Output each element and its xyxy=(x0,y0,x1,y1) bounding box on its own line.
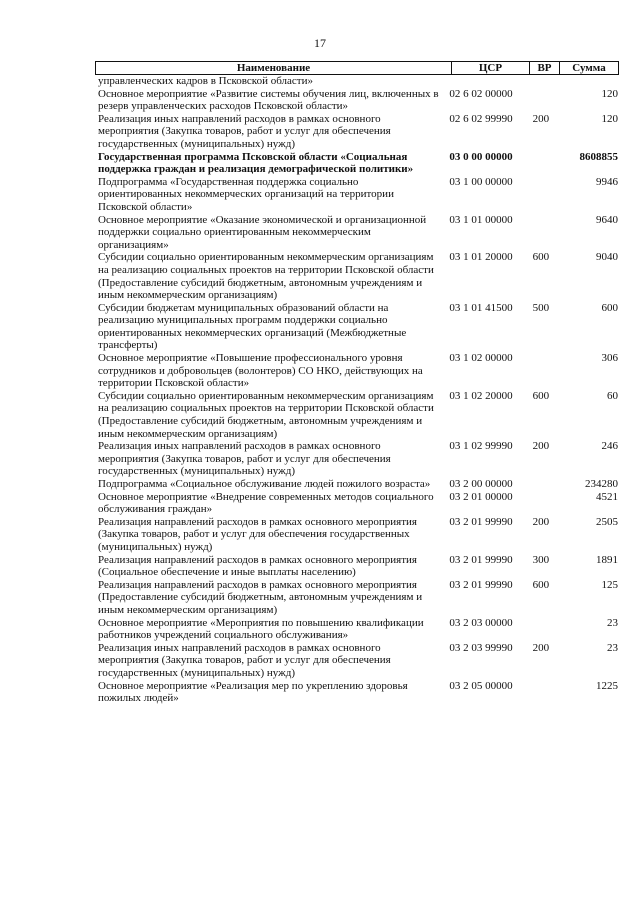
table-row xyxy=(98,151,618,176)
cell-vr xyxy=(533,617,563,642)
cell-csr: 03 1 01 00000 xyxy=(449,213,513,226)
cell-sum: 600 xyxy=(601,301,618,314)
cell-csr: 03 1 01 41500 xyxy=(449,301,513,314)
cell-sum: 23 xyxy=(606,641,618,654)
cell-csr: 03 2 05 00000 xyxy=(449,679,513,692)
table-header xyxy=(95,61,619,75)
table-row xyxy=(98,75,618,88)
header-vr: ВР xyxy=(530,62,560,74)
header-name: Наименование xyxy=(96,62,452,74)
cell-vr xyxy=(533,478,563,491)
table-row xyxy=(98,642,618,680)
cell-name: Реализация направлений расходов в рамках основного мероприятия (Предоставление субсидий бюджетным, автономным учреждениям и иным некоммерческим организациям) xyxy=(98,578,423,616)
table-row xyxy=(98,579,618,617)
cell-vr xyxy=(533,88,563,113)
cell-sum: 8608855 xyxy=(579,150,618,163)
cell-name: Основное мероприятие «Внедрение современных методов социального обслуживания граждан» xyxy=(98,490,434,516)
cell-vr xyxy=(533,352,563,390)
cell-csr: 03 2 01 99990 xyxy=(449,515,513,528)
cell-name: Реализация направлений расходов в рамках основного мероприятия (Социальное обеспечение и иные выплаты населению) xyxy=(98,553,417,579)
cell-name: Основное мероприятие «Оказание экономической и организационной поддержки социально ориентированным некоммерческим организациям» xyxy=(98,213,427,251)
cell-csr xyxy=(445,75,532,88)
cell-vr: 300 xyxy=(532,553,550,566)
cell-csr: 03 2 01 99990 xyxy=(449,553,513,566)
cell-sum: 60 xyxy=(606,389,618,402)
table-row xyxy=(98,113,618,151)
table-row xyxy=(98,478,618,491)
cell-csr: 03 2 03 99990 xyxy=(449,641,513,654)
cell-name: Субсидии бюджетам муниципальных образований области на реализацию муниципальных программ поддержки социально ориентированных некоммерческих организаций (Межбюджетные трансферты) xyxy=(98,301,407,352)
cell-vr: 200 xyxy=(532,641,550,654)
cell-sum: 1891 xyxy=(595,553,618,566)
cell-sum: 9040 xyxy=(595,251,618,264)
cell-sum: 120 xyxy=(601,112,618,125)
cell-sum: 1225 xyxy=(595,679,618,692)
cell-sum: 246 xyxy=(601,440,618,453)
cell-csr: 03 2 03 00000 xyxy=(449,616,513,629)
cell-sum: 9640 xyxy=(595,213,618,226)
cell-vr: 600 xyxy=(532,578,550,591)
cell-name: Субсидии социально ориентированным некоммерческим организациям на реализацию социальных проектов на территории Псковской области (Предоставление субсидий бюджетным, автономным учреждениям и иным некоммерческим организациям) xyxy=(98,389,434,440)
table-row xyxy=(98,617,618,642)
cell-sum: 23 xyxy=(606,616,618,629)
cell-name: Подпрограмма «Государственная поддержка социально ориентированных некоммерческих организаций на территории Псковской области» xyxy=(98,175,394,213)
table-row xyxy=(98,554,618,579)
cell-vr xyxy=(533,151,563,176)
header-csr: ЦСР xyxy=(452,62,530,74)
table-row xyxy=(98,440,618,478)
cell-sum: 120 xyxy=(601,87,618,100)
cell-vr: 200 xyxy=(532,440,550,453)
cell-vr xyxy=(533,176,563,214)
cell-vr: 600 xyxy=(532,251,550,264)
cell-csr: 03 2 01 99990 xyxy=(449,578,513,591)
cell-csr: 03 1 02 99990 xyxy=(449,440,513,453)
cell-vr: 200 xyxy=(532,515,550,528)
cell-name: управленческих кадров в Псковской области» xyxy=(98,75,313,87)
cell-csr: 03 1 02 20000 xyxy=(449,389,513,402)
cell-name: Реализация иных направлений расходов в рамках основного мероприятия (Закупка товаров, работ и услуг для обеспечения государственных (муниципальных) нужд) xyxy=(98,112,391,150)
cell-sum: 2505 xyxy=(595,515,618,528)
cell-name: Основное мероприятие «Реализация мер по укреплению здоровья пожилых людей» xyxy=(98,679,408,705)
table-row xyxy=(98,352,618,390)
cell-csr: 03 1 02 00000 xyxy=(449,352,513,365)
cell-csr: 03 1 01 20000 xyxy=(449,251,513,264)
cell-name: Основное мероприятие «Мероприятия по повышению квалификации работников учреждений социального обслуживания» xyxy=(98,616,424,642)
cell-name: Подпрограмма «Социальное обслуживание людей пожилого возраста» xyxy=(98,478,431,490)
cell-vr: 200 xyxy=(532,112,550,125)
table-row xyxy=(98,516,618,554)
cell-sum: 125 xyxy=(601,578,618,591)
cell-vr xyxy=(533,75,563,88)
cell-name: Реализация иных направлений расходов в рамках основного мероприятия (Закупка товаров, работ и услуг для обеспечения государственных (муниципальных) нужд) xyxy=(98,641,391,679)
cell-name: Основное мероприятие «Развитие системы обучения лиц, включенных в резерв управленческих расходов Псковской области» xyxy=(98,87,439,113)
cell-name: Субсидии социально ориентированным некоммерческим организациям на реализацию социальных проектов на территории Псковской области (Предоставление субсидий бюджетным, автономным учреждениям и иным некоммерческим организациям) xyxy=(98,251,434,302)
cell-sum: 9946 xyxy=(595,175,618,188)
table-row xyxy=(98,390,618,440)
cell-csr: 03 1 00 00000 xyxy=(449,175,513,188)
cell-csr: 02 6 02 99990 xyxy=(449,112,513,125)
cell-name: Основное мероприятие «Повышение профессионального уровня сотрудников и добровольцев (волонтеров) СО НКО, действующих на территории Псковской области» xyxy=(98,352,423,390)
cell-sum xyxy=(562,75,618,88)
cell-csr: 03 0 00 00000 xyxy=(449,150,513,163)
cell-vr: 500 xyxy=(532,301,550,314)
cell-vr xyxy=(533,680,563,705)
cell-sum: 4521 xyxy=(595,490,618,503)
table-row xyxy=(98,214,618,252)
cell-sum: 234280 xyxy=(584,478,618,490)
cell-vr xyxy=(533,214,563,252)
cell-name: Реализация направлений расходов в рамках основного мероприятия (Закупка товаров, работ и услуг для обеспечения государственных (муниципальных) нужд) xyxy=(98,515,417,553)
cell-name: Реализация иных направлений расходов в рамках основного мероприятия (Закупка товаров, работ и услуг для обеспечения государственных (муниципальных) нужд) xyxy=(98,440,391,478)
cell-sum: 306 xyxy=(601,352,618,365)
header-sum: Сумма xyxy=(572,62,606,74)
table-row xyxy=(98,88,618,113)
cell-csr: 02 6 02 00000 xyxy=(449,87,513,100)
cell-csr: 03 2 00 00000 xyxy=(449,478,513,490)
cell-vr: 600 xyxy=(532,389,550,402)
cell-name: Государственная программа Псковской области «Социальная поддержка граждан и реализация демографической политики» xyxy=(98,150,414,176)
cell-csr: 03 2 01 00000 xyxy=(449,490,513,503)
table-row xyxy=(98,302,618,352)
page-number: 17 xyxy=(314,36,326,50)
table-body xyxy=(98,75,618,705)
table-row xyxy=(98,680,618,705)
table-row xyxy=(98,251,618,301)
table-row xyxy=(98,491,618,516)
cell-vr xyxy=(533,491,563,516)
table-row xyxy=(98,176,618,214)
